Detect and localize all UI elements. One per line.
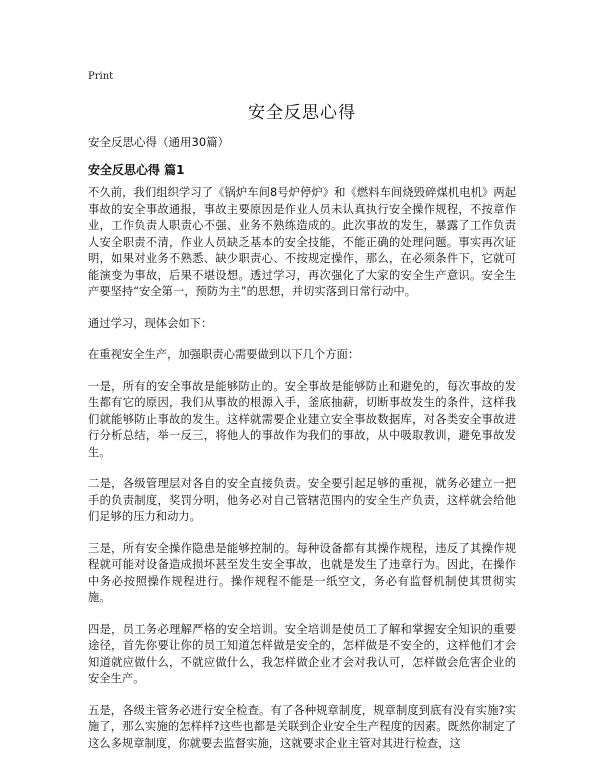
paragraph: 四是，员工务必理解严格的安全培训。安全培训是使员工了解和掌握安全知识的重要途径，首先你要让你的员工知道怎样做是安全的，怎样做是不安全的，这样他们才会知道就应做什么，不就应做什么，我怎样做企业才会对我认可，怎样做会危害企业的安全生产。 — [88, 622, 516, 685]
paragraph: 五是，各级主管务必进行安全检查。有了各种规章制度，规章制度到底有没有实施?实施了，那么实施的怎样样?这些也都是关联到企业安全生产程度的因素。既然你制定了这么多规章制度，你就要去监督实施，这就要求企业主管对其进行检查，这 — [88, 703, 516, 750]
section-heading: 安全反思心得 篇1 — [88, 163, 185, 177]
paragraph: 三是，所有安全操作隐患是能够控制的。每种设备都有其操作规程，违反了其操作规程就可能对设备造成损坏甚至发生安全事故，也就是发生了违章行为。因此，在操作中务必按照操作规程进行。操作规程不能是一纸空文，务必有监督机制使其贯彻实施。 — [88, 541, 516, 604]
paragraph: 一是，所有的安全事故是能够防止的。安全事故是能够防止和避免的，每次事故的发生都有它的原因，我们从事故的根源入手，釜底抽薪，切断事故发生的条件，这样我们就能够防止事故的发生。这样就需要企业建立安全事故数据库，对各类安全事故进行分析总结，举一反三，将他人的事故作为我们的事故，从中吸取教训，避免事故发生。 — [88, 379, 516, 459]
paragraph: 在重视安全生产，加强职责心需要做到以下几个方面： — [88, 348, 360, 361]
print-label: Print — [88, 71, 114, 82]
paragraph: 二是，各级管理层对各自的安全直接负责。安全要引起足够的重视，就务必建立一把手的负责制度，奖罚分明，他务必对自己管辖范围内的安全生产负责，这样就会给他们足够的压力和动力。 — [88, 477, 516, 523]
document-body — [88, 185, 516, 767]
document-subtitle: 安全反思心得（通用30篇） — [88, 135, 230, 149]
page-title: 安全反思心得 — [248, 103, 356, 123]
paragraph: 通过学习，现体会如下： — [88, 316, 213, 330]
paragraph: 不久前，我们组织学习了《锅炉车间8号炉停炉》和《燃料车间烧毁碎煤机电机》两起事故的安全事故通报，事故主要原因是作业人员未认真执行安全操作规程，不按章作业，工作负责人职责心不强、业务不熟练造成的。此次事故的发生，暴露了工作负责人安全职责不清，作业人员缺乏基本的安全技能，不能正确的处理问题。事实再次证明，如果对业务不熟悉、缺少职责心、不按规定操作，那么，在必须条件下，它就可能演变为事故，后果不堪设想。透过学习，再次强化了大家的安全生产意识。安全生产要坚持“安全第一，预防为主”的思想，并切实落到日常行动中。 — [88, 186, 516, 298]
